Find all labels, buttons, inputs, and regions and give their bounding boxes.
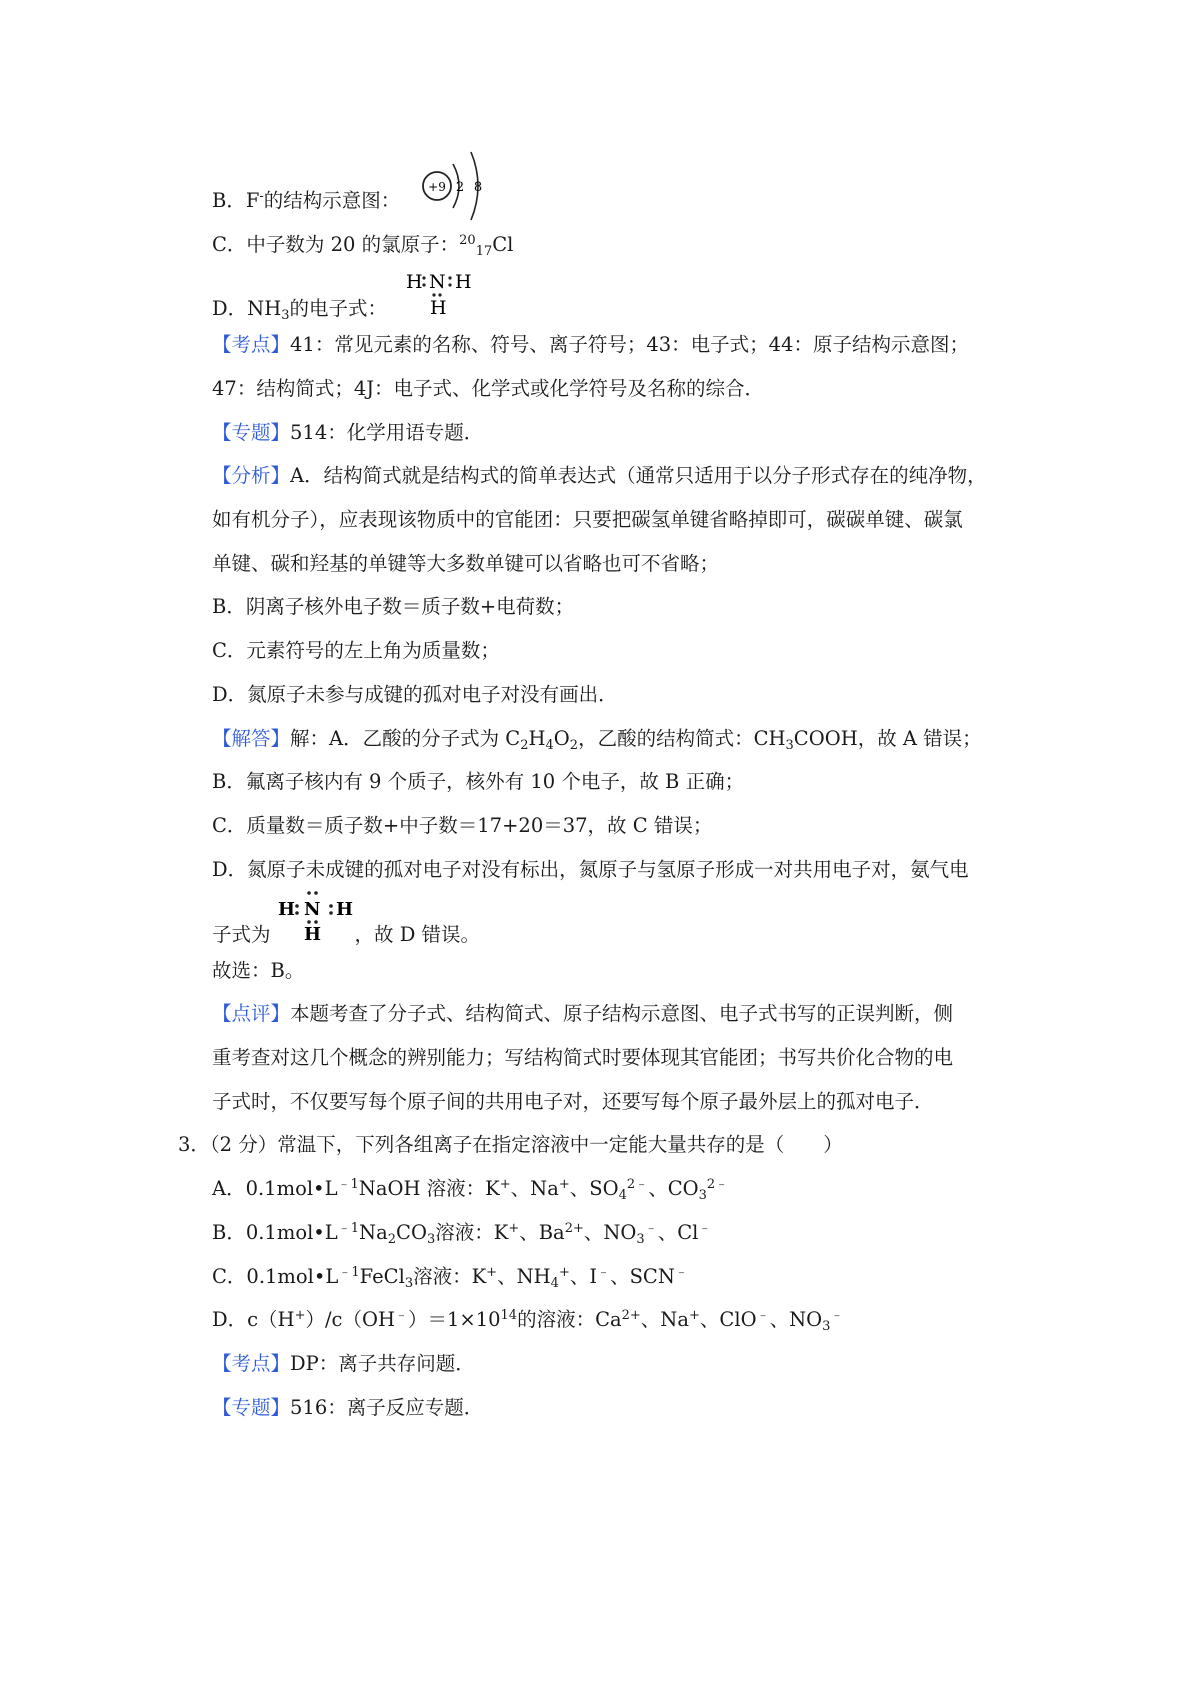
dianping-line1: 【点评】本题考查了分子式、结构简式、原子结构示意图、电子式书写的正误判断，侧	[212, 1002, 954, 1025]
shell2-count: 8	[473, 180, 483, 195]
jieda-line-d1: D．氮原子未成键的孤对电子对没有标出，氮原子与氢原子形成一对共用电子对，氨气电	[212, 858, 969, 881]
kaodian-line2: 47：结构简式；4J：电子式、化学式或化学符号及名称的综合．	[212, 377, 765, 400]
option-b-line: B．F-的结构示意图：	[212, 188, 401, 212]
fenxi-line3: 单键、碳和羟基的单键等大多数单键可以省略也可不省略；	[212, 552, 720, 575]
jieda-line-c: C．质量数＝质子数+中子数＝17+20＝37，故 C 错误；	[212, 814, 713, 837]
svg-text:H: H	[278, 899, 296, 920]
fenxi-line1: 【分析】A．结构简式就是结构式的简单表达式（通常只适用于以分子形式存在的纯净物，	[212, 464, 987, 487]
option-d-line: D．$NH_3$的电子式：	[212, 297, 387, 323]
ammonia-electron-formula-correct	[274, 884, 358, 944]
svg-text:H: H	[406, 271, 423, 293]
jieda-line-a: 【解答】解：A．乙酸的分子式为 $C_2H_4O_2$，乙酸的结构简式：$CH_3COOH$，故 A 错误；	[212, 727, 982, 753]
dianping-line2: 重考查对这几个概念的辨别能力；写结构简式时要体现其官能团；书写共价化合物的电	[212, 1046, 954, 1069]
zhuanti2-line: 【专题】516：离子反应专题．	[212, 1396, 484, 1419]
q3-option-a: A．$0.1mol•L^{﹣1}NaOH$ 溶液：K+、Na+、$SO_4^{2﹣}$、$CO_3^{2﹣}$	[212, 1176, 729, 1203]
fenxi-line6: D．氮原子未参与成键的孤对电子对没有画出．	[212, 683, 618, 706]
q3-option-b: B．$0.1mol•L^{﹣1}Na_2CO_3$溶液：K+、$Ba^{2+}$、$NO_3^﹣$、Cl﹣	[212, 1220, 712, 1247]
svg-text:H: H	[304, 924, 322, 944]
kaodian-line1: 【考点】41：常见元素的名称、符号、离子符号；43：电子式；44：原子结构示意图；	[212, 333, 969, 356]
ammonia-electron-formula-incorrect	[402, 266, 482, 322]
svg-text:N: N	[304, 899, 321, 920]
jieda-choice: 故选：B。	[212, 959, 305, 982]
dianping-line3: 子式时，不仅要写每个原子间的共用电子对，还要写每个原子最外层上的孤对电子．	[212, 1090, 934, 1113]
question-3-stem: 3．（2 分）常温下，下列各组离子在指定溶液中一定能大量共存的是（ ）	[178, 1133, 843, 1156]
jieda-line-d2: 子式为 ，故 D 错误。	[212, 923, 481, 946]
nucleus-label: +9	[428, 180, 446, 194]
zhuanti-line: 【专题】514：化学用语专题．	[212, 421, 484, 444]
fenxi-line5: C．元素符号的左上角为质量数；	[212, 639, 500, 662]
svg-text:H: H	[455, 271, 472, 293]
fenxi-line2: 如有机分子），应表现该物质中的官能团：只要把碳氢单键省略掉即可，碳碳单键、碳氯	[212, 508, 963, 531]
jieda-line-b: B．氟离子核内有 9 个质子，核外有 10 个电子，故 B 正确；	[212, 770, 745, 793]
shell1-count: 2	[455, 180, 465, 195]
q3-option-d: D．$c(H^+)/c(OH^﹣)=1\times 10^{14}$的溶液：$Ca^{2+}$、Na+、ClO﹣、$NO_3^﹣$	[212, 1307, 844, 1334]
fluoride-ion-structure-diagram	[415, 148, 495, 222]
option-c-line: C．中子数为 20 的氯原子：$^{20}_{17}$Cl	[212, 232, 514, 259]
svg-text:H: H	[336, 899, 354, 920]
q3-option-c: C．$0.1mol•L^{﹣1}FeCl_3$溶液：K+、$NH_4^+$、I﹣、SCN﹣	[212, 1264, 688, 1291]
svg-text:H: H	[430, 297, 447, 319]
svg-text:N: N	[429, 271, 446, 293]
kaodian2-line: 【考点】DP：离子共存问题．	[212, 1352, 475, 1375]
fenxi-line4: B．阴离子核外电子数＝质子数+电荷数；	[212, 595, 575, 618]
